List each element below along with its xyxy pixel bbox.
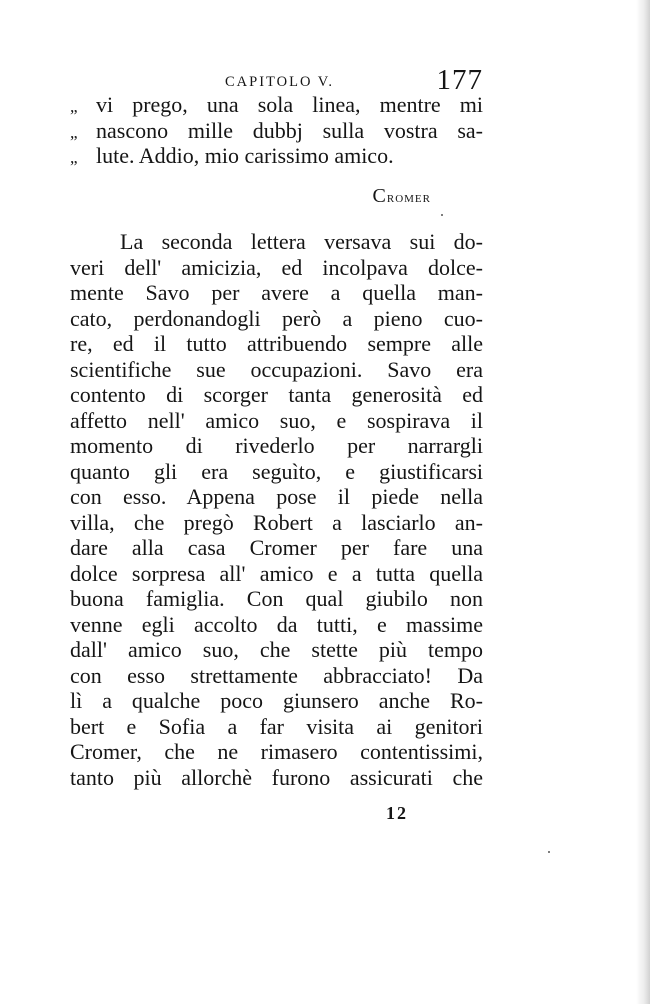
text-line: dall' amico suo, che stette più tempo	[70, 637, 483, 662]
text-line: contento di scorger tanta generosità ed	[70, 382, 483, 407]
quote-mark: „	[70, 97, 77, 116]
page-edge-shadow	[636, 0, 650, 1004]
letter-closing	[70, 92, 483, 169]
signature-initial: C	[372, 185, 387, 207]
text-line: venne egli accolto da tutti, e massime	[70, 611, 483, 637]
quote-line	[70, 118, 483, 144]
text-line: dolce sorpresa all' amico e a tutta quella	[70, 560, 483, 586]
quote-text: lute. Addio, mio carissimo amico.	[96, 143, 394, 168]
text-line: cato, perdonandogli però a pieno cuo-	[70, 305, 483, 331]
text-line: villa, che pregò Robert a lasciarlo an-	[70, 509, 483, 535]
text-line: re, ed il tutto attribuendo sempre alle	[70, 331, 483, 356]
page-number: 177	[436, 64, 483, 96]
text-line: tanto più allorchè furono assicurati che	[70, 764, 483, 790]
text-line: lì a qualche poco giunsero anche Ro-	[70, 688, 483, 713]
quote-line	[70, 143, 483, 169]
quote-text: vi prego, una sola linea, mentre mi	[96, 92, 483, 117]
quote-line	[70, 92, 483, 118]
signature-mark: 12	[386, 803, 408, 823]
text-line: veri dell' amicizia, ed incolpava dolce-	[70, 254, 483, 280]
text-line: con esso strettamente abbracciato! Da	[70, 662, 483, 688]
paper-speck	[548, 851, 550, 853]
text-line: mente Savo per avere a quella man-	[70, 280, 483, 305]
quote-text: nascono mille dubbj sulla vostra sa-	[96, 117, 483, 143]
text-line: scientifiche sue occupazioni. Savo era	[70, 356, 483, 382]
running-head: CAPITOLO V.	[225, 74, 335, 90]
body-paragraph	[70, 229, 483, 790]
quote-mark: „	[70, 148, 77, 167]
text-line: dare alla casa Cromer per fare una	[70, 535, 483, 560]
text-line: Cromer, che ne rimasero contentissimi,	[70, 739, 483, 764]
signature-rest: romer	[386, 189, 431, 206]
paper-speck	[441, 214, 443, 216]
text-line: con esso. Appena pose il piede nella	[70, 484, 483, 509]
text-line: La seconda lettera versava sui do-	[120, 229, 483, 254]
text-line: buona famiglia. Con qual giubilo non	[70, 586, 483, 611]
text-line: bert e Sofia a far visita ai genitori	[70, 713, 483, 739]
text-line: momento di rivederlo per narrargli	[70, 433, 483, 458]
text-line: quanto gli era seguìto, e giustificarsi	[70, 458, 483, 484]
letter-signature	[373, 185, 431, 208]
quote-mark: „	[70, 122, 77, 142]
text-line: affetto nell' amico suo, e sospirava il	[70, 407, 483, 433]
